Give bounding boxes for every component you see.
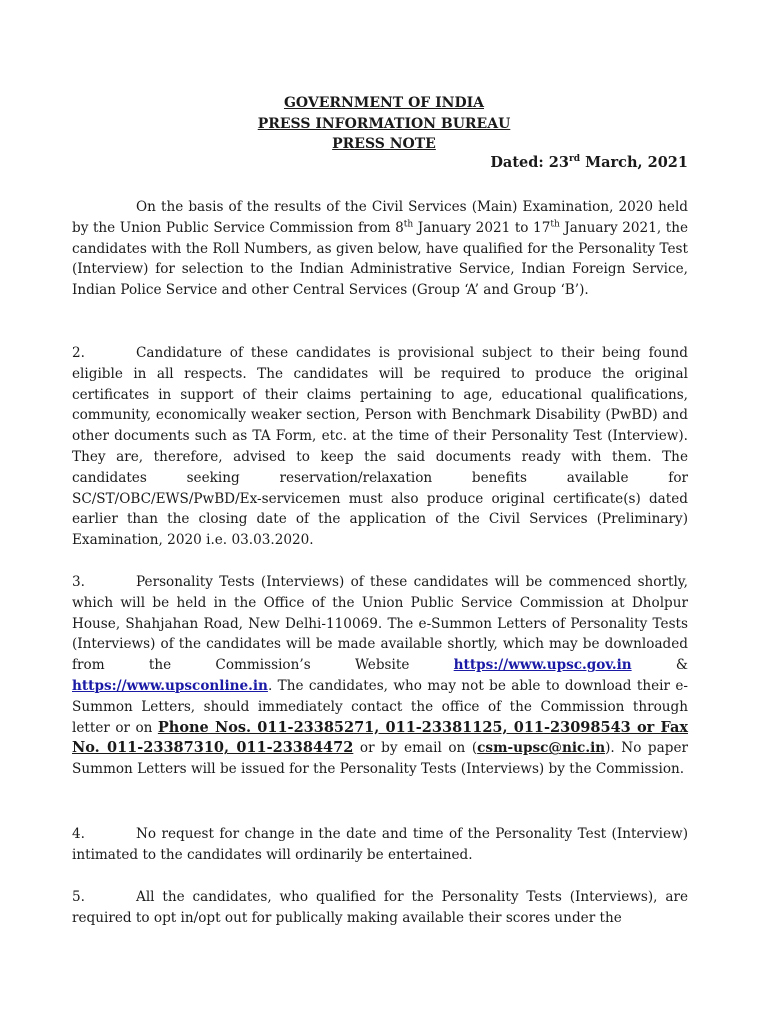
para2-number: 2. (72, 345, 85, 361)
paragraph-2 (72, 343, 688, 551)
para4-text: No request for change in the date and time of the Personality Test (Interview) intimated to the candidates will ordinarily be entertained. (72, 826, 688, 863)
para1-text-b: January 2021 to 17 (413, 219, 551, 236)
para2-text: Candidature of these candidates is provisional subject to their being found eligible in all respects. The candidates will be required to produce the original certificates in support of their claims pertaining to age, educational qualifications, community, economically weaker section, Person with Benchmark Disability (PwBD) and other documents such as TA Form, etc. at the time of their Personality Test (Interview). They are, therefore, advised to keep the said documents ready with them. The candidates seeking reservation/relaxation benefits available for SC/ST/OBC/EWS/PwBD/Ex-servicemen must also produce original certificate(s) dated earlier than the closing date of the application of the Civil Services (Preliminary) Examination, 2020 i.e. 03.03.2020. (72, 345, 688, 549)
dated-suffix: March, 2021 (580, 154, 688, 171)
dated-line (490, 154, 688, 171)
paragraph-5 (72, 887, 688, 929)
paragraph-3 (72, 572, 688, 780)
para3-text-d: ). No paper Summon Letters will be issued for the Personality Tests (Interviews) by the Commission. (72, 740, 688, 778)
heading-government-of-india: GOVERNMENT OF INDIA (283, 95, 485, 111)
para5-text: All the candidates, who qualified for the Personality Tests (Interviews), are required to opt in/opt out for publically making available their scores under the (72, 889, 688, 926)
phone-fax-numbers: Phone Nos. 011-23385271, 011-23381125, 011-23098543 or Fax No. 011-23387310, 011-23384472 (72, 718, 688, 757)
paragraph-1 (72, 197, 688, 301)
dated-ordinal: rd (568, 154, 581, 165)
paragraph-4 (72, 824, 688, 866)
para1-sup-a: th (403, 219, 414, 230)
para3-text-c: or by email on ( (353, 740, 478, 757)
para1-sup-b: th (550, 219, 560, 230)
para3-text-a: Personality Tests (Interviews) of these candidates will be commenced shortly, which will be held in the Office of the Union Public Service Commission at Dholpur House, Shahjahan Road, New Delhi-110069. The e-Summon Letters of Personality Tests (Interviews) of the candidates will be made available shortly, which may be downloaded from the Commission’s Website (72, 574, 688, 674)
upsc-website-link[interactable]: https://www.upsc.gov.in (453, 657, 632, 674)
upsconline-website-link[interactable]: https://www.upsconline.in (72, 677, 268, 694)
dated-prefix: Dated: 23 (490, 154, 569, 171)
contact-email[interactable]: csm-upsc@nic.in (477, 740, 606, 757)
para4-number: 4. (72, 826, 85, 842)
para3-number: 3. (72, 574, 85, 590)
para1-text-a: On the basis of the results of the Civil Services (Main) Examination, 2020 held by the Union Public Service Commission from 8 (72, 199, 688, 236)
para5-number: 5. (72, 889, 85, 905)
para3-text-b: . The candidates, who may not be able to download their e-Summon Letters, should immediately contact the office of the Commission through letter or on (72, 677, 688, 736)
para3-ampersand: & (631, 657, 689, 674)
heading-press-information-bureau: PRESS INFORMATION BUREAU (257, 116, 511, 132)
para1-text-c: January 2021, the candidates with the Roll Numbers, as given below, have qualified for the Personality Test (Interview) for selection to the Indian Administrative Service, Indian Foreign Service, Indian Police Service and other Central Services (Group ‘A’ and Group ‘B’). (72, 219, 688, 299)
heading-press-note: PRESS NOTE (332, 136, 436, 152)
